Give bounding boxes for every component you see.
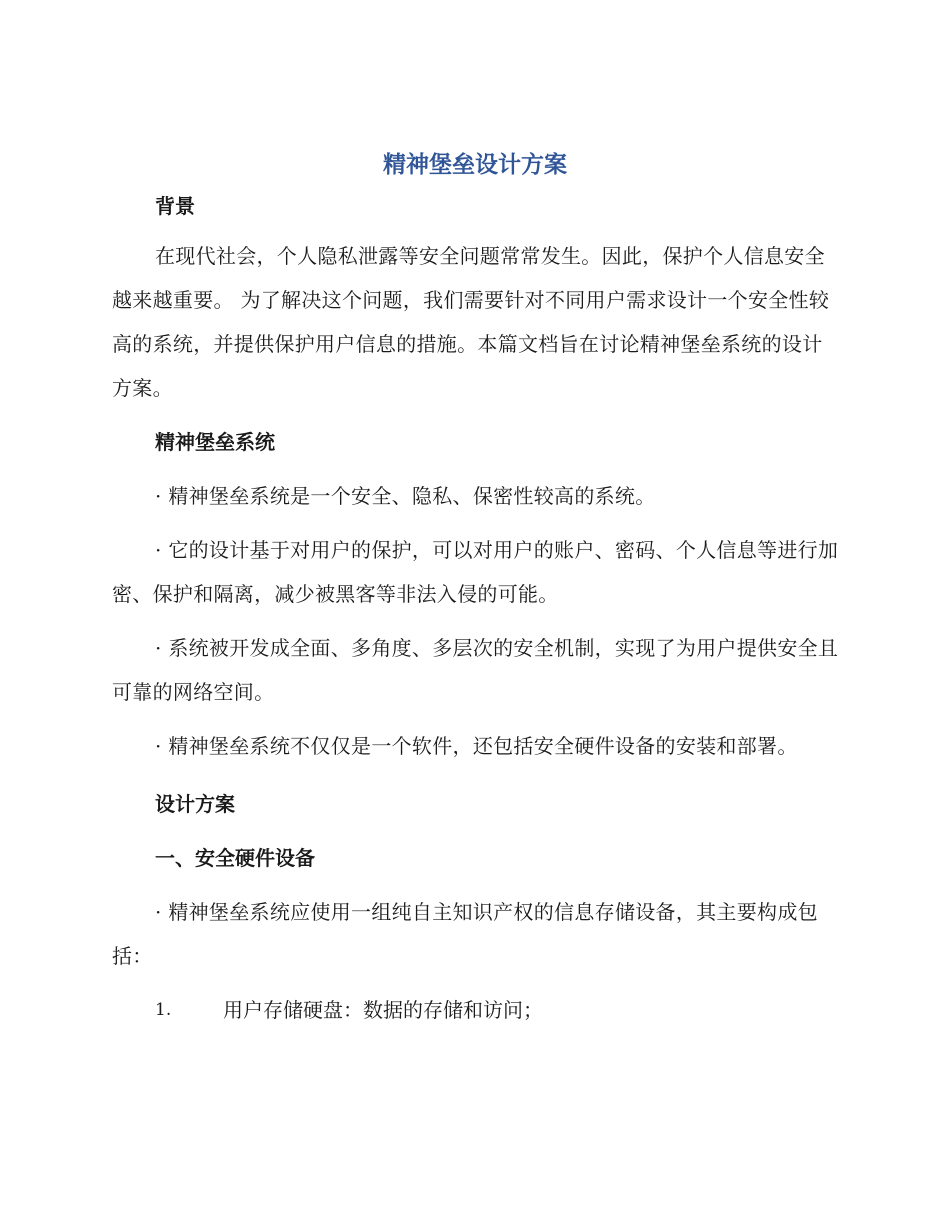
system-bullet-4: · 精神堡垒系统不仅仅是一个软件，还包括安全硬件设备的安装和部署。: [155, 734, 798, 758]
system-bullet-2: · 它的设计基于对用户的保护，可以对用户的账户、密码、个人信息等进行加密、保护和隔离，减少被黑客等非法入侵的可能。: [112, 538, 839, 606]
system-bullet-1: · 精神堡垒系统是一个安全、隐私、保密性较高的系统。: [155, 484, 656, 508]
document-body: [112, 190, 840, 1032]
hardware-bullet: · 精神堡垒系统应使用一组纯自主知识产权的信息存储设备，其主要构成包括：: [112, 900, 818, 968]
document-title: 精神堡垒设计方案: [383, 152, 567, 178]
section-heading-design: 设计方案: [155, 792, 235, 816]
section-heading-background: 背景: [155, 194, 195, 218]
system-bullet-3: · 系统被开发成全面、多角度、多层次的安全机制，实现了为用户提供安全且可靠的网络空间。: [112, 636, 839, 704]
background-paragraph: 在现代社会，个人隐私泄露等安全问题常常发生。因此，保护个人信息安全越来越重要。 为了解决这个问题，我们需要针对不同用户需求设计一个安全性较高的系统，并提供保护用户信息的措施。本篇文档旨在讨论精神堡垒系统的设计方案。: [112, 244, 830, 400]
section-heading-hardware: 一、安全硬件设备: [155, 846, 315, 870]
list-item: [112, 988, 840, 1032]
section-heading-system: 精神堡垒系统: [155, 430, 275, 454]
list-item-text: 用户存储硬盘：数据的存储和访问；: [223, 998, 543, 1022]
list-item-number: 1.: [155, 1000, 172, 1020]
